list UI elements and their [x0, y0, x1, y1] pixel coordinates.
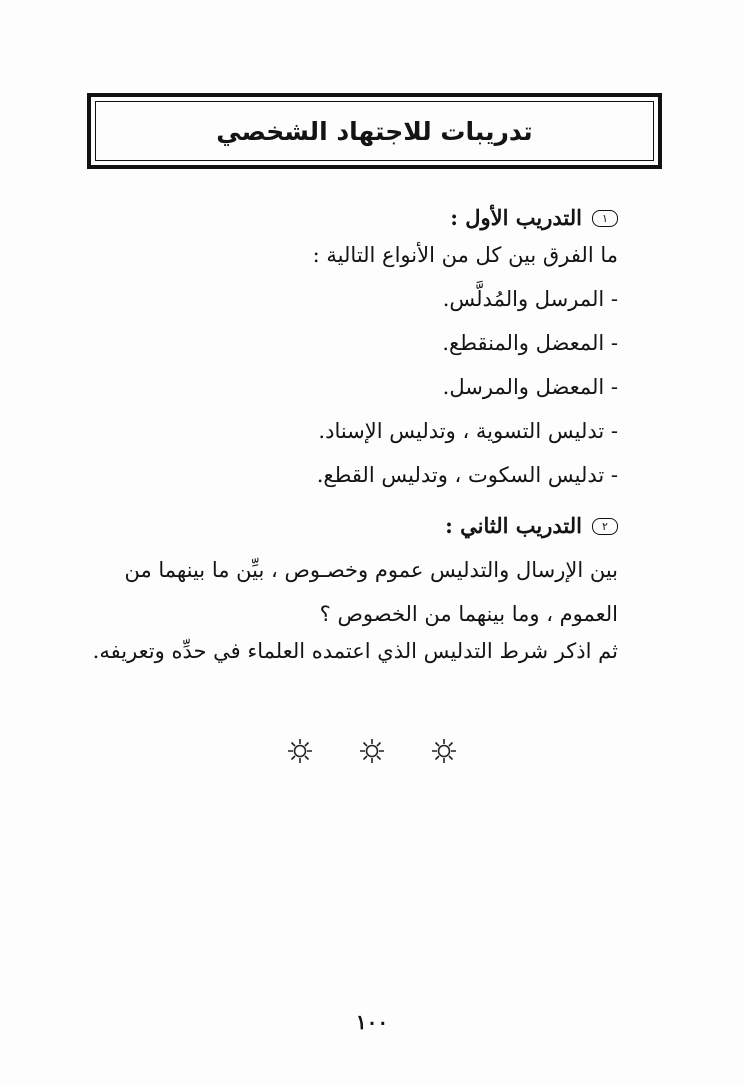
exercise-1-label: التدريب الأول : — [450, 205, 582, 230]
exercise-1-heading — [78, 196, 618, 240]
page-number: ١٠٠ — [355, 1010, 389, 1034]
title-inner-frame — [95, 101, 654, 161]
exercise-1-item: - تدليس التسوية ، وتدليس الإسناد. — [318, 419, 618, 443]
exercise-number-badge: ١ — [592, 210, 618, 227]
exercise-1-item: - المعضل والمرسل. — [442, 375, 618, 399]
exercise-2-question: ثم اذكر شرط التدليس الذي اعتمده العلماء في حدِّه وتعريفه. — [92, 639, 618, 663]
ornament-icon — [431, 738, 457, 764]
section-ornaments — [0, 738, 744, 764]
exercise-1-item: - المعضل والمنقطع. — [442, 331, 618, 355]
exercise-2-paragraph: بين الإرسال والتدليس عموم وخصـوص ، بيِّن ما بينهما من العموم ، وما بينهما من الخصوص ؟ — [124, 558, 618, 626]
exercise-1-question: ما الفرق بين كل من الأنواع التالية : — [312, 243, 618, 267]
ornament-icon — [359, 738, 385, 764]
exercise-2-heading — [78, 504, 618, 548]
page-title: تدريبات للاجتهاد الشخصي — [216, 116, 533, 146]
title-frame — [87, 93, 662, 169]
exercise-2-label: التدريب الثاني : — [445, 513, 582, 538]
exercises-content — [78, 196, 618, 680]
exercise-1-item: - المرسل والمُدلَّس. — [442, 287, 618, 311]
exercise-number-badge: ٢ — [592, 518, 618, 535]
ornament-icon — [287, 738, 313, 764]
exercise-1-item: - تدليس السكوت ، وتدليس القطع. — [316, 463, 618, 487]
